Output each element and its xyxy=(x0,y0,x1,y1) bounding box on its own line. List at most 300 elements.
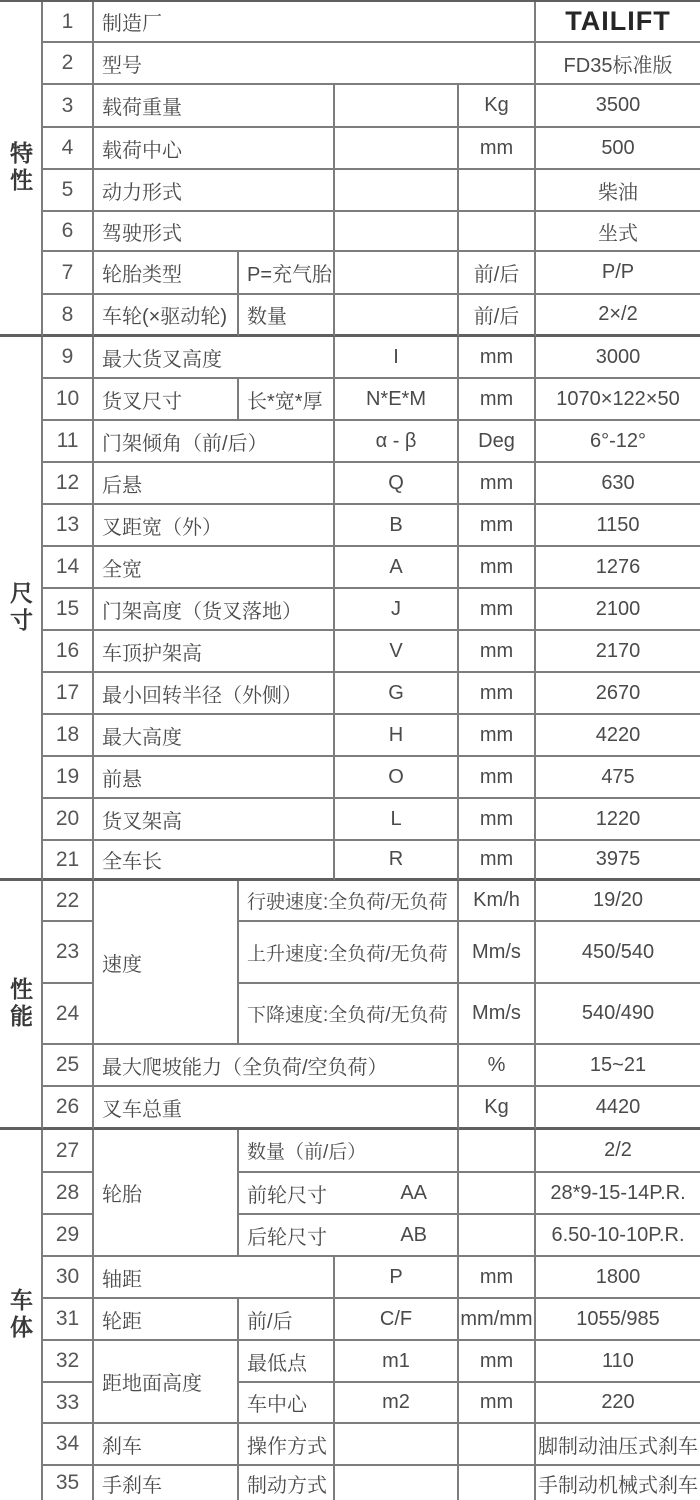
spec-name-text: 后悬 xyxy=(102,474,142,497)
row-number xyxy=(43,841,94,881)
spec-name xyxy=(94,631,335,673)
spec-unit-text: mm xyxy=(479,513,514,536)
spec-symbol-text: B xyxy=(389,513,403,536)
spec-subname xyxy=(239,1383,335,1424)
spec-name-text: 型号 xyxy=(102,54,142,77)
spec-value-text: 1070×122×50 xyxy=(556,387,680,410)
row-number xyxy=(43,1215,94,1257)
row-number-text: 1 xyxy=(61,9,74,33)
spec-symbol xyxy=(335,170,459,212)
row-number-text: 2 xyxy=(61,51,74,74)
spec-unit-text: Mm/s xyxy=(472,940,521,963)
spec-name xyxy=(94,881,239,1045)
spec-value xyxy=(536,1383,700,1424)
spec-value-text: 540/490 xyxy=(581,1002,655,1024)
row-number-text: 11 xyxy=(56,429,79,452)
spec-value-text: 柴油 xyxy=(598,181,638,204)
row-number-text: 28 xyxy=(55,1181,80,1204)
row-number xyxy=(43,631,94,673)
row-number-text: 10 xyxy=(55,387,80,410)
spec-subname-text: 操作方式 xyxy=(247,1435,327,1458)
spec-symbol-text: J xyxy=(391,597,401,620)
spec-name xyxy=(94,295,239,337)
spec-symbol-text: I xyxy=(393,345,399,368)
spec-name-text: 全车长 xyxy=(102,851,162,873)
row-number-text: 21 xyxy=(55,847,80,871)
row-number xyxy=(43,505,94,547)
spec-name xyxy=(94,1341,239,1424)
spec-subname-text: 长*宽*厚 xyxy=(247,390,323,413)
spec-name xyxy=(94,505,335,547)
spec-symbol-text: G xyxy=(388,681,404,704)
spec-symbol-text: α - β xyxy=(375,429,417,452)
spec-unit-text: mm xyxy=(479,471,514,494)
spec-unit-text: mm xyxy=(479,597,514,620)
spec-name xyxy=(94,1045,459,1087)
row-number-text: 29 xyxy=(55,1223,80,1246)
spec-unit-text: mm xyxy=(479,723,514,746)
spec-unit-text: Km/h xyxy=(473,889,520,911)
spec-value xyxy=(536,505,700,547)
spec-value-text: 6°-12° xyxy=(589,429,647,452)
spec-name-text: 制造厂 xyxy=(102,13,162,35)
spec-unit xyxy=(459,922,536,984)
spec-unit xyxy=(459,128,536,170)
spec-name xyxy=(94,1257,335,1299)
spec-symbol-text: R xyxy=(388,848,404,870)
spec-value-text: 475 xyxy=(601,765,635,788)
row-number-text: 30 xyxy=(55,1265,80,1288)
spec-value xyxy=(536,2,700,43)
spec-symbol xyxy=(335,212,459,252)
spec-unit-text: 前/后 xyxy=(473,264,520,286)
spec-unit xyxy=(459,715,536,757)
spec-value-text: 手制动机械式刹车 xyxy=(538,1474,698,1497)
row-number-text: 32 xyxy=(55,1349,80,1372)
spec-value-text: 2/2 xyxy=(604,1139,632,1161)
row-number-text: 17 xyxy=(55,681,80,704)
spec-symbol-text: N*E*M xyxy=(365,387,426,410)
spec-value xyxy=(536,463,700,505)
row-number xyxy=(43,1087,94,1130)
spec-unit-text: mm xyxy=(479,681,514,704)
spec-subname-text: P=充气胎 xyxy=(247,264,333,286)
row-number xyxy=(43,463,94,505)
spec-subname xyxy=(239,1424,335,1466)
spec-value-text: 3975 xyxy=(595,848,641,870)
spec-subname xyxy=(239,252,335,295)
spec-unit xyxy=(459,1087,536,1130)
spec-value xyxy=(536,1466,700,1500)
spec-symbol-text: m1 xyxy=(382,1349,410,1372)
spec-name xyxy=(94,85,335,128)
row-number-text: 16 xyxy=(55,639,80,662)
spec-subname-text: 制动方式 xyxy=(247,1474,327,1497)
spec-name xyxy=(94,673,335,715)
spec-unit xyxy=(459,1383,536,1424)
spec-value-text: 2100 xyxy=(595,597,641,620)
spec-name xyxy=(94,1466,239,1500)
spec-unit xyxy=(459,589,536,631)
spec-name-text: 轴距 xyxy=(102,1268,142,1291)
spec-symbol-text: A xyxy=(389,555,403,578)
spec-name-text: 轮胎 xyxy=(102,1184,142,1206)
spec-unit-text: mm xyxy=(479,807,514,830)
spec-unit-text: Kg xyxy=(484,1095,509,1118)
spec-name-text: 轮距 xyxy=(102,1310,142,1333)
spec-value xyxy=(536,673,700,715)
spec-name-text: 叉车总重 xyxy=(102,1098,182,1121)
spec-subname xyxy=(239,922,459,984)
spec-name-text: 载荷重量 xyxy=(102,97,182,119)
spec-unit xyxy=(459,212,536,252)
spec-value xyxy=(536,170,700,212)
row-number-text: 4 xyxy=(61,136,74,159)
row-number-text: 22 xyxy=(55,888,80,912)
spec-name xyxy=(94,379,239,421)
spec-name xyxy=(94,212,335,252)
spec-value-text: 脚制动油压式刹车 xyxy=(538,1435,698,1458)
spec-unit xyxy=(459,505,536,547)
spec-value-text: 630 xyxy=(601,471,635,494)
row-number xyxy=(43,881,94,922)
row-number-text: 13 xyxy=(55,513,80,536)
spec-unit-text: Mm/s xyxy=(472,1002,521,1024)
spec-value-text: 1220 xyxy=(595,807,641,830)
spec-value-text: 28*9-15-14P.R. xyxy=(550,1181,686,1204)
spec-value-text: 220 xyxy=(601,1391,635,1413)
spec-unit xyxy=(459,631,536,673)
row-number xyxy=(43,421,94,463)
spec-name-text: 驾驶形式 xyxy=(102,222,182,245)
row-number-text: 12 xyxy=(55,471,80,494)
spec-symbol xyxy=(335,85,459,128)
spec-unit-text: % xyxy=(487,1053,506,1076)
spec-value xyxy=(536,379,700,421)
spec-section xyxy=(0,881,700,1130)
spec-value-text: 6.50-10-10P.R. xyxy=(551,1223,685,1246)
spec-name xyxy=(94,1087,459,1130)
spec-value xyxy=(536,757,700,799)
spec-unit-text: mm xyxy=(479,848,514,870)
spec-value xyxy=(536,128,700,170)
spec-value xyxy=(536,1215,700,1257)
spec-symbol xyxy=(335,337,459,379)
spec-subname-text: 车中心 xyxy=(247,1394,307,1416)
spec-value xyxy=(536,1257,700,1299)
spec-symbol xyxy=(335,1257,459,1299)
spec-value-text: 3000 xyxy=(595,345,641,368)
spec-value-text: 1276 xyxy=(595,555,641,578)
row-number xyxy=(43,1299,94,1341)
row-number-text: 6 xyxy=(61,219,74,242)
spec-section xyxy=(0,1130,700,1500)
spec-unit xyxy=(459,984,536,1045)
spec-unit xyxy=(459,379,536,421)
spec-unit-text: Deg xyxy=(478,429,515,452)
spec-value xyxy=(536,295,700,337)
row-number xyxy=(43,85,94,128)
row-number-text: 26 xyxy=(55,1095,80,1118)
spec-section xyxy=(0,2,700,337)
row-number xyxy=(43,984,94,1045)
spec-unit-text: mm xyxy=(479,1349,514,1372)
spec-unit-text: mm xyxy=(479,1391,514,1413)
spec-value-text: 110 xyxy=(602,1349,634,1372)
row-number xyxy=(43,715,94,757)
spec-name xyxy=(94,757,335,799)
row-number-text: 34 xyxy=(55,1432,80,1455)
spec-subname-text: 下降速度:全负荷/无负荷 xyxy=(247,1005,448,1026)
spec-unit xyxy=(459,881,536,922)
spec-name xyxy=(94,463,335,505)
spec-subname-text: 后轮尺寸 xyxy=(247,1226,327,1249)
row-number xyxy=(43,922,94,984)
spec-unit-text: mm xyxy=(479,1265,514,1288)
row-number-text: 20 xyxy=(55,807,80,830)
row-number-text: 5 xyxy=(61,178,74,201)
spec-value-text: 3500 xyxy=(595,94,641,116)
spec-value xyxy=(536,922,700,984)
spec-name xyxy=(94,799,335,841)
row-number-text: 27 xyxy=(55,1138,80,1162)
spec-subname-text: 数量（前/后） xyxy=(247,1142,367,1163)
spec-symbol xyxy=(335,421,459,463)
spec-unit xyxy=(459,841,536,881)
spec-value-text: 坐式 xyxy=(598,222,638,245)
section-category: 车体 xyxy=(0,1130,43,1500)
spec-symbol xyxy=(335,1341,459,1383)
spec-name xyxy=(94,715,335,757)
spec-subname xyxy=(239,881,459,922)
spec-name-text: 载荷中心 xyxy=(102,139,182,162)
spec-subname xyxy=(239,379,335,421)
spec-subname-text: 上升速度:全负荷/无负荷 xyxy=(247,943,448,965)
spec-subname xyxy=(239,1299,335,1341)
spec-name xyxy=(94,547,335,589)
spec-name xyxy=(94,841,335,881)
spec-symbol xyxy=(335,1383,459,1424)
spec-unit xyxy=(459,799,536,841)
spec-value xyxy=(536,85,700,128)
spec-symbol-text: L xyxy=(390,807,402,830)
row-number-text: 9 xyxy=(61,345,74,368)
row-number-text: 18 xyxy=(55,723,80,746)
spec-value-text: 450/540 xyxy=(581,940,655,963)
spec-value xyxy=(536,337,700,379)
spec-subname-text: 数量 xyxy=(247,306,287,328)
spec-value-text: 19/20 xyxy=(592,889,644,911)
spec-symbol xyxy=(335,673,459,715)
row-number xyxy=(43,2,94,43)
spec-unit xyxy=(459,673,536,715)
section-category: 性能 xyxy=(0,881,43,1130)
spec-value xyxy=(536,881,700,922)
spec-value xyxy=(536,1130,700,1173)
spec-value-text: 4420 xyxy=(595,1095,641,1118)
spec-unit-text: mm xyxy=(479,639,514,662)
spec-name xyxy=(94,43,536,85)
row-number xyxy=(43,547,94,589)
spec-value xyxy=(536,715,700,757)
spec-symbol-text: O xyxy=(388,765,404,788)
spec-unit xyxy=(459,1215,536,1257)
spec-value xyxy=(536,1299,700,1341)
spec-value xyxy=(536,589,700,631)
spec-unit xyxy=(459,1045,536,1087)
spec-section xyxy=(0,337,700,881)
spec-name-text: 车轮(×驱动轮) xyxy=(102,306,227,328)
spec-value-text: 4220 xyxy=(595,723,641,746)
spec-unit xyxy=(459,295,536,337)
spec-subname xyxy=(239,1130,459,1173)
section-category: 尺寸 xyxy=(0,337,43,881)
spec-value xyxy=(536,841,700,881)
spec-unit-text: mm/mm xyxy=(460,1307,533,1330)
spec-symbol-text: Q xyxy=(388,471,404,494)
spec-unit-text: 前/后 xyxy=(473,306,520,328)
spec-subname-text: 前轮尺寸 xyxy=(247,1184,327,1207)
row-number xyxy=(43,1173,94,1215)
spec-subname-text: 前/后 xyxy=(247,1310,293,1333)
spec-name xyxy=(94,337,335,379)
spec-subname-text: 行驶速度:全负荷/无负荷 xyxy=(247,892,448,913)
spec-value-text: 1150 xyxy=(596,513,640,536)
spec-value-text: 500 xyxy=(601,136,635,159)
spec-unit xyxy=(459,85,536,128)
row-number-text: 15 xyxy=(55,597,80,620)
row-number xyxy=(43,673,94,715)
row-number xyxy=(43,1130,94,1173)
row-number xyxy=(43,170,94,212)
spec-symbol-text: V xyxy=(389,639,403,662)
spec-value xyxy=(536,1173,700,1215)
spec-name-text: 最大爬坡能力（全负荷/空负荷） xyxy=(102,1056,388,1079)
spec-unit xyxy=(459,170,536,212)
row-number-text: 23 xyxy=(55,940,80,963)
spec-symbol xyxy=(335,252,459,295)
spec-unit-text: mm xyxy=(479,765,514,788)
spec-value-text: 2×/2 xyxy=(598,303,638,325)
spec-name xyxy=(94,170,335,212)
spec-subname xyxy=(239,1341,335,1383)
row-number-text: 33 xyxy=(55,1390,80,1414)
row-number xyxy=(43,757,94,799)
spec-symbol xyxy=(335,631,459,673)
spec-name xyxy=(94,1299,239,1341)
row-number xyxy=(43,1466,94,1500)
row-number-text: 25 xyxy=(55,1053,80,1076)
spec-symbol xyxy=(335,128,459,170)
spec-name-text: 前悬 xyxy=(102,768,142,791)
row-number xyxy=(43,1383,94,1424)
spec-name xyxy=(94,2,536,43)
row-number-text: 35 xyxy=(55,1471,80,1494)
spec-name-text: 车顶护架高 xyxy=(102,642,202,665)
spec-unit-text: Kg xyxy=(484,94,509,116)
spec-unit xyxy=(459,463,536,505)
spec-value-text: 2670 xyxy=(595,681,641,704)
spec-unit-text: mm xyxy=(479,555,514,578)
spec-value xyxy=(536,1341,700,1383)
spec-value xyxy=(536,1087,700,1130)
spec-unit xyxy=(459,1299,536,1341)
row-number xyxy=(43,589,94,631)
spec-name-text: 距地面高度 xyxy=(102,1373,202,1395)
row-number xyxy=(43,1341,94,1383)
row-number xyxy=(43,1257,94,1299)
spec-symbol xyxy=(335,295,459,337)
spec-value xyxy=(536,252,700,295)
spec-subname xyxy=(239,984,459,1045)
spec-value-text: 15~21 xyxy=(589,1053,647,1076)
spec-unit xyxy=(459,1424,536,1466)
spec-symbol-text: m2 xyxy=(382,1391,410,1413)
spec-name xyxy=(94,252,239,295)
spec-symbol xyxy=(335,1299,459,1341)
row-number xyxy=(43,295,94,337)
spec-name-text: 叉距宽（外） xyxy=(102,516,222,539)
spec-value xyxy=(536,1424,700,1466)
spec-unit xyxy=(459,337,536,379)
spec-value-text: P/P xyxy=(601,261,635,283)
row-number xyxy=(43,379,94,421)
spec-name-text: 货叉架高 xyxy=(102,810,182,833)
row-number xyxy=(43,43,94,85)
spec-name-text: 货叉尺寸 xyxy=(102,390,182,413)
spec-name-text: 手刹车 xyxy=(102,1474,162,1497)
spec-value xyxy=(536,984,700,1045)
spec-value xyxy=(536,1045,700,1087)
spec-symbol-text: AB xyxy=(400,1223,427,1246)
spec-symbol-text: C/F xyxy=(379,1307,413,1330)
section-category: 特性 xyxy=(0,2,43,337)
spec-name-text: 最大高度 xyxy=(102,726,182,749)
spec-value-text: TAILIFT xyxy=(565,6,671,36)
spec-unit xyxy=(459,1466,536,1500)
spec-unit xyxy=(459,252,536,295)
spec-symbol xyxy=(335,841,459,881)
spec-subname xyxy=(239,1215,459,1257)
spec-value-text: 1055/985 xyxy=(576,1307,660,1330)
spec-value xyxy=(536,547,700,589)
spec-value-text: 1800 xyxy=(595,1265,641,1288)
row-number xyxy=(43,337,94,379)
row-number xyxy=(43,128,94,170)
spec-value-text: FD35标准版 xyxy=(563,54,673,77)
spec-name xyxy=(94,1130,239,1257)
spec-subname xyxy=(239,295,335,337)
row-number xyxy=(43,1045,94,1087)
spec-name-text: 门架倾角（前/后） xyxy=(102,432,268,455)
row-number-text: 24 xyxy=(55,1001,80,1025)
spec-symbol xyxy=(335,757,459,799)
spec-name xyxy=(94,128,335,170)
row-number xyxy=(43,1424,94,1466)
spec-name-text: 最小回转半径（外侧） xyxy=(102,684,302,707)
spec-value-text: 2170 xyxy=(595,639,641,662)
spec-symbol-text: AA xyxy=(400,1181,427,1204)
spec-symbol xyxy=(335,505,459,547)
spec-unit xyxy=(459,1130,536,1173)
spec-name xyxy=(94,1424,239,1466)
spec-name-text: 门架高度（货叉落地） xyxy=(102,600,302,623)
spec-unit xyxy=(459,1173,536,1215)
spec-symbol xyxy=(335,589,459,631)
spec-symbol-text: H xyxy=(388,723,404,746)
row-number xyxy=(43,252,94,295)
spec-name-text: 刹车 xyxy=(102,1435,142,1458)
